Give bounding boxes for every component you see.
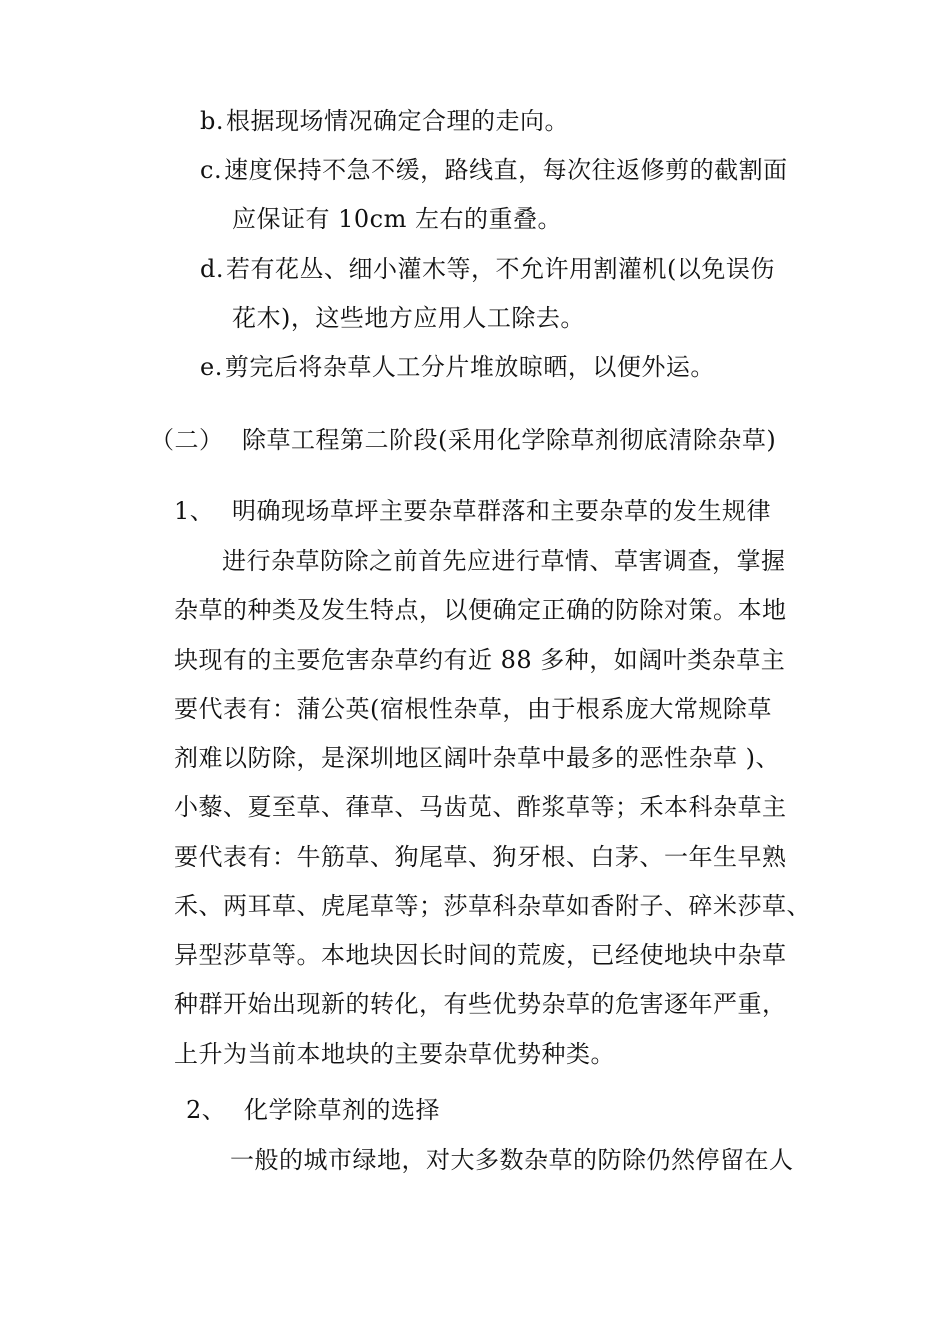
subheading-title: 明确现场草坪主要杂草群落和主要杂草的发生规律 — [232, 497, 771, 525]
subheading-number: 1、 — [174, 497, 215, 525]
list-item-text: 若有花丛、细小灌木等，不允许用割灌机(以免误伤 — [226, 255, 775, 283]
paragraph-line: 小藜、夏至草、葎草、马齿苋、酢浆草等；禾本科杂草主 — [174, 793, 787, 821]
list-item-b — [200, 106, 569, 136]
list-marker: c. — [200, 156, 223, 184]
paragraph-line: 要代表有：牛筋草、狗尾草、狗牙根、白茅、一年生早熟 — [174, 843, 787, 871]
list-item-d — [200, 254, 775, 284]
list-marker: b. — [200, 107, 224, 135]
subheading-title: 化学除草剂的选择 — [244, 1096, 440, 1124]
section-number: （二） — [150, 426, 224, 454]
paragraph-line: 禾、两耳草、虎尾草等；莎草科杂草如香附子、碎米莎草、 — [174, 892, 811, 920]
list-item-text: 速度保持不急不缓，路线直，每次往返修剪的截割面 — [224, 156, 788, 184]
list-item-d-continuation: 花木)，这些地方应用人工除去。 — [232, 304, 585, 332]
subheading-1 — [174, 496, 771, 526]
paragraph-line: 一般的城市绿地，对大多数杂草的防除仍然停留在人 — [230, 1146, 794, 1174]
paragraph-line: 异型莎草等。本地块因长时间的荒废，已经使地块中杂草 — [174, 941, 787, 969]
list-item-c — [200, 155, 788, 185]
section-heading — [150, 425, 776, 455]
subheading-2 — [186, 1095, 440, 1125]
paragraph-line: 上升为当前本地块的主要杂草优势种类。 — [174, 1040, 615, 1068]
paragraph-line: 剂难以防除，是深圳地区阔叶杂草中最多的恶性杂草 )、 — [174, 744, 780, 772]
list-item-text: 根据现场情况确定合理的走向。 — [226, 107, 569, 135]
paragraph-line: 块现有的主要危害杂草约有近 88 多种，如阔叶类杂草主 — [174, 646, 786, 674]
section-title: 除草工程第二阶段(采用化学除草剂彻底清除杂草) — [242, 426, 777, 454]
paragraph-line: 杂草的种类及发生特点，以便确定正确的防除对策。本地 — [174, 596, 787, 624]
list-marker: d. — [200, 255, 224, 283]
list-item-c-continuation: 应保证有 10cm 左右的重叠。 — [232, 205, 562, 233]
list-marker: e. — [200, 353, 223, 381]
paragraph-line: 进行杂草防除之前首先应进行草情、草害调查，掌握 — [222, 547, 786, 575]
list-item-text: 剪完后将杂草人工分片堆放晾晒，以便外运。 — [224, 353, 715, 381]
list-item-e — [200, 352, 715, 382]
paragraph-line: 要代表有：蒲公英(宿根性杂草，由于根系庞大常规除草 — [174, 695, 772, 723]
paragraph-line: 种群开始出现新的转化，有些优势杂草的危害逐年严重， — [174, 990, 787, 1018]
subheading-number: 2、 — [186, 1096, 227, 1124]
